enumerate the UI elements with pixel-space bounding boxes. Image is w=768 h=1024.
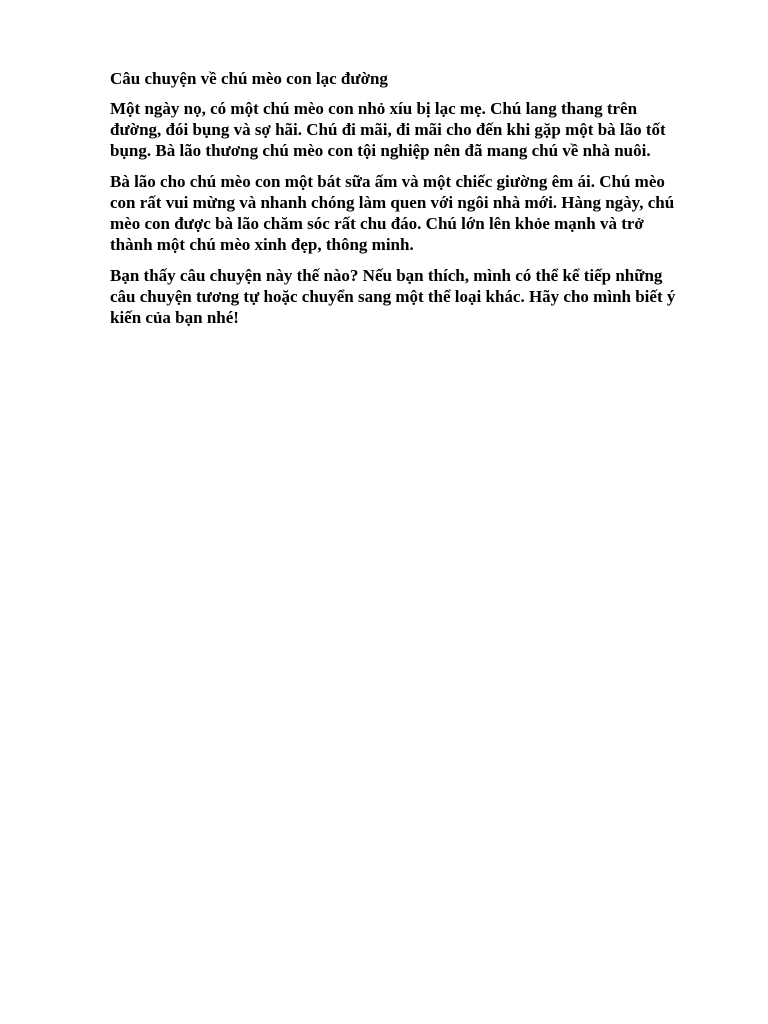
paragraph-1: Một ngày nọ, có một chú mèo con nhỏ xíu bị lạc mẹ. Chú lang thang trên đường, đói bụng và sợ hãi. Chú đi mãi, đi mãi cho đến khi gặp một bà lão tốt bụng. Bà lão thương chú mèo con tội nghiệp nên đã mang chú về nhà nuôi. [110,99,666,160]
paragraph-2: Bà lão cho chú mèo con một bát sữa ấm và một chiếc giường êm ái. Chú mèo con rất vui mừng và nhanh chóng làm quen với ngôi nhà mới. Hàng ngày, chú mèo con được bà lão chăm sóc rất chu đáo. Chú lớn lên khỏe mạnh và trở thành một chú mèo xinh đẹp, thông minh. [110,172,675,254]
document-title: Câu chuyện về chú mèo con lạc đường [110,69,388,88]
paragraph-3: Bạn thấy câu chuyện này thế nào? Nếu bạn thích, mình có thể kể tiếp những câu chuyện tương tự hoặc chuyển sang một thể loại khác. Hãy cho mình biết ý kiến của bạn nhé! [110,266,676,327]
